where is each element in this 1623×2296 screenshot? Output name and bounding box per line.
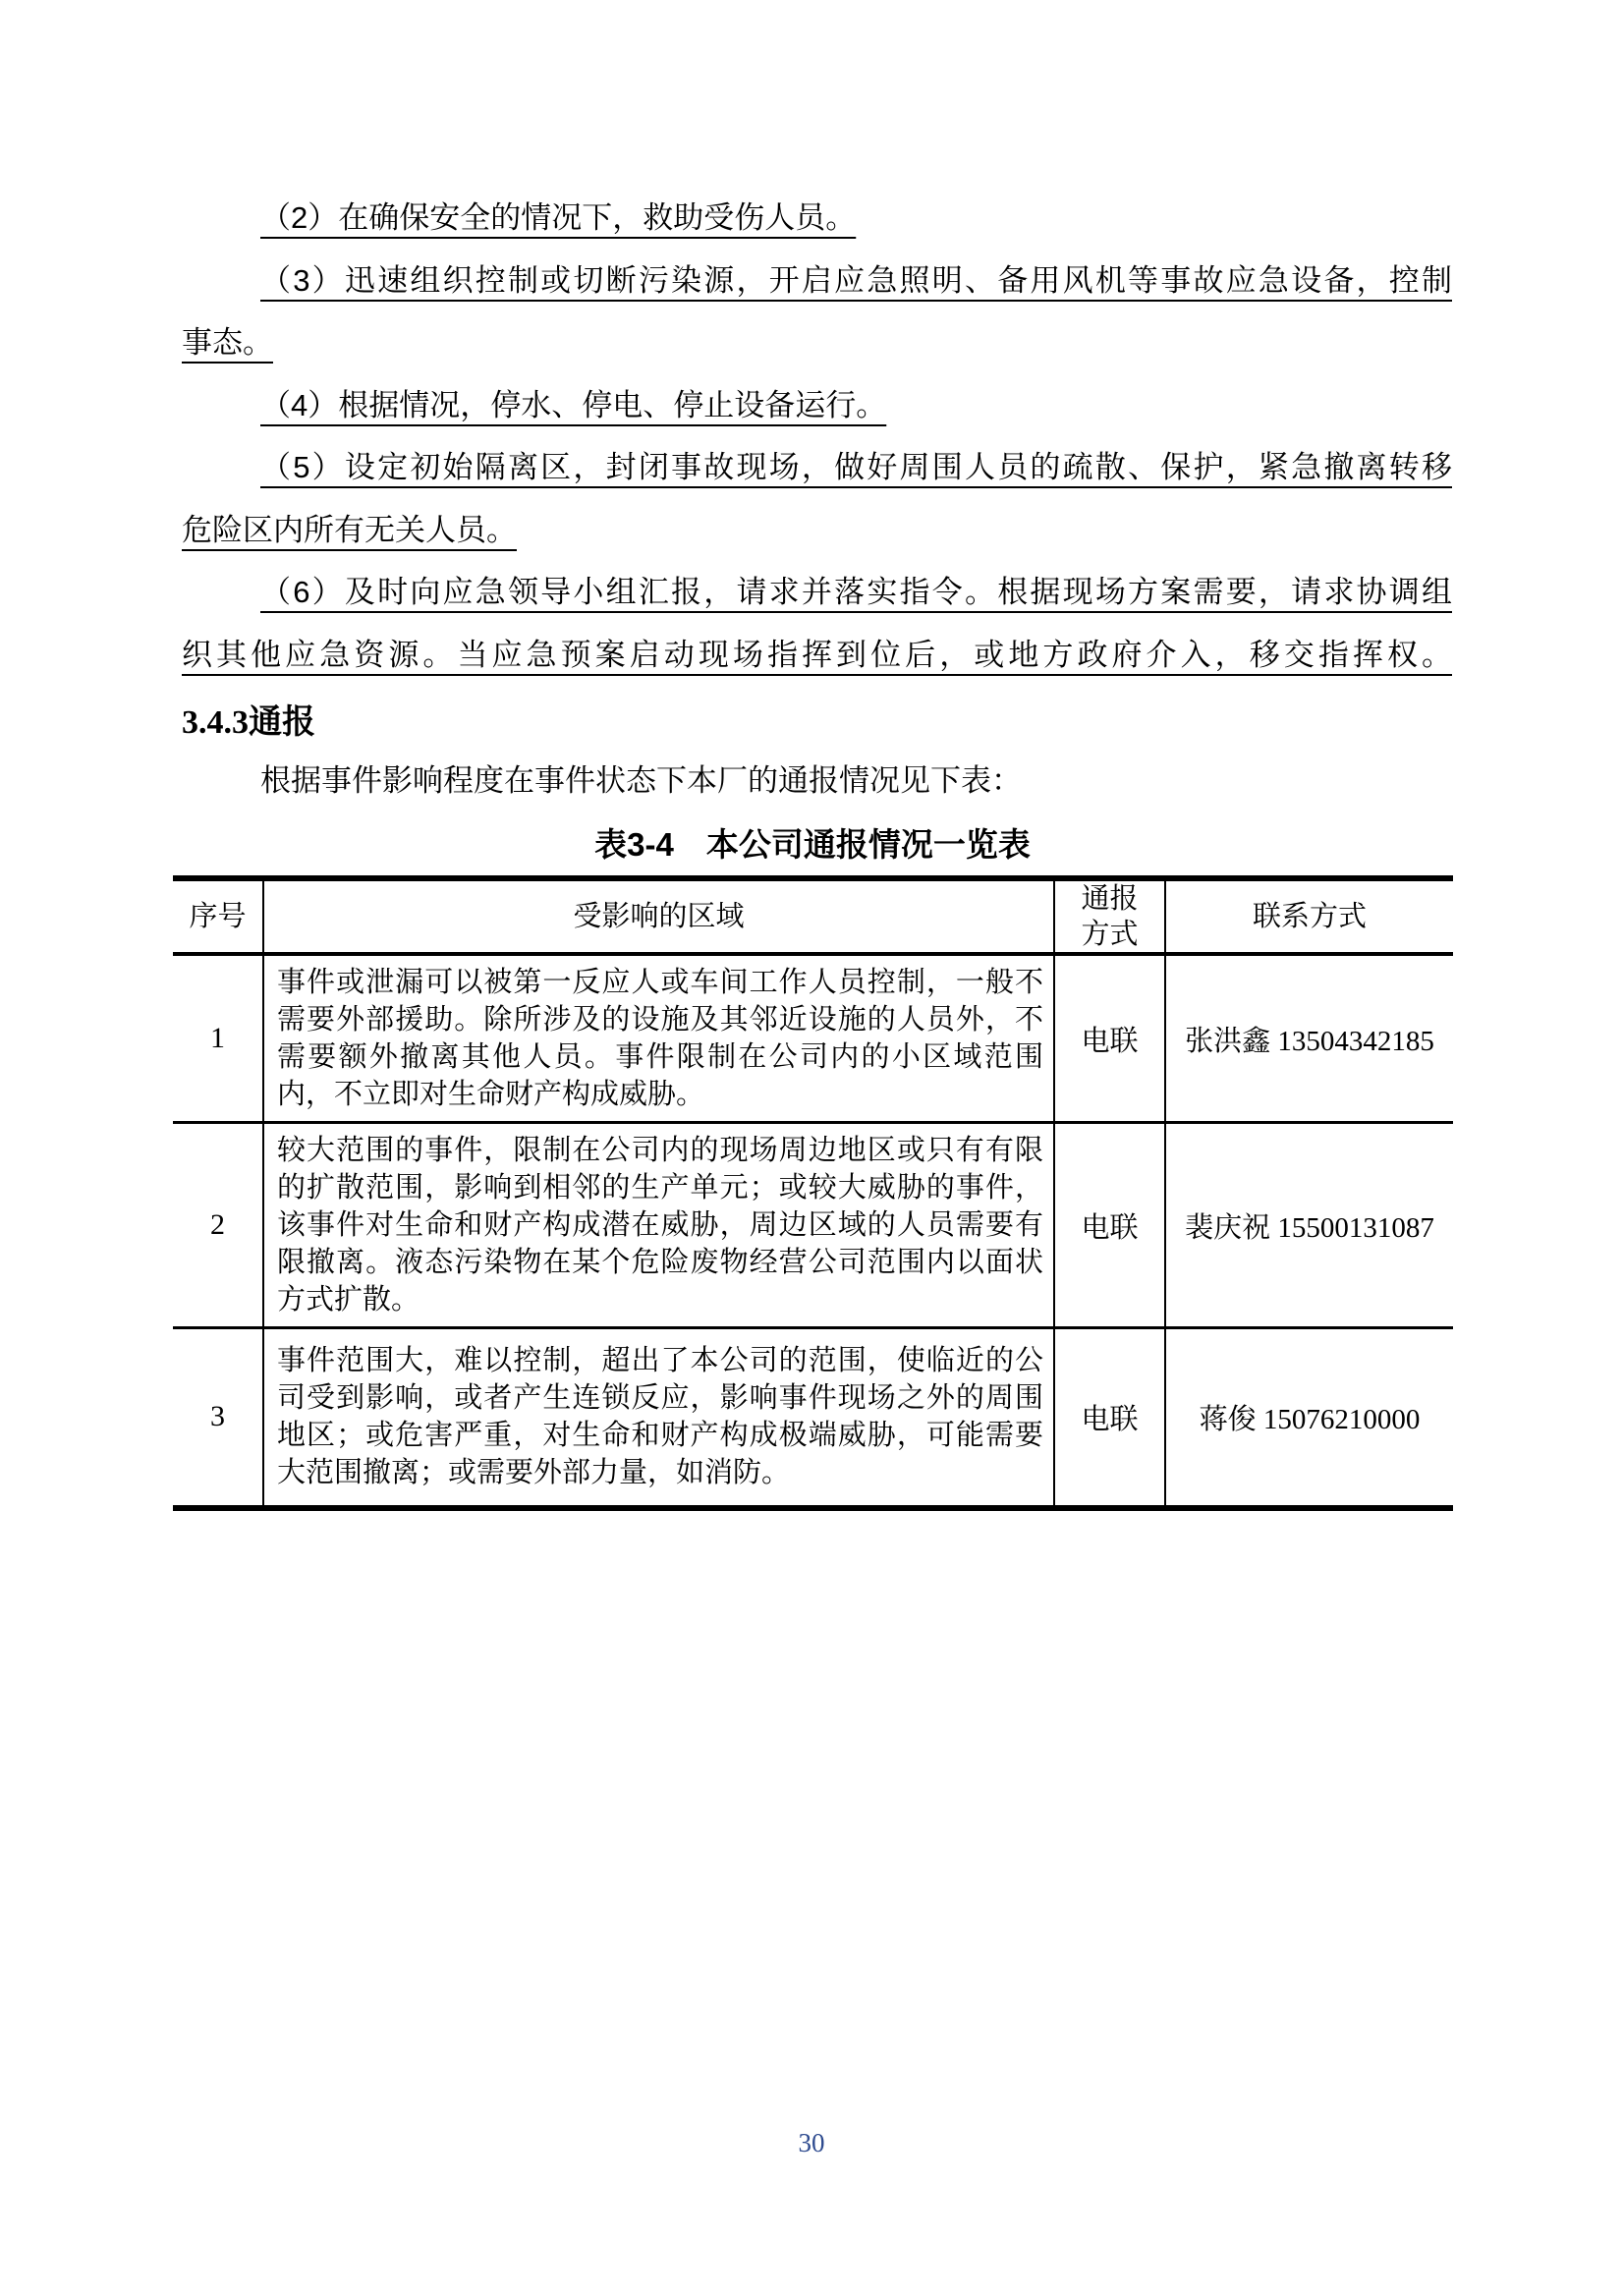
table-row xyxy=(173,1123,1453,1328)
section-heading: 3.4.3通报 xyxy=(182,704,315,741)
page-number: 30 xyxy=(798,2128,825,2157)
paragraph-line xyxy=(182,250,1452,312)
cell-area: 事件或泄漏可以被第一反应人或车间工作人员控制，一般不需要外部援助。除所涉及的设施及其邻近设施的人员外，不需要额外撤离其他人员。事件限制在公司内的小区域范围内，不立即对生命财产构成威胁。 xyxy=(263,954,1054,1123)
cell-area: 事件范围大，难以控制，超出了本公司的范围，使临近的公司受到影响，或者产生连锁反应，影响事件现场之外的周围地区；或危害严重，对生命和财产构成极端威胁，可能需要大范围撤离；或需要外部力量，如消防。 xyxy=(263,1328,1054,1508)
paragraph-block xyxy=(182,187,1452,686)
paragraph-text: （4）根据情况，停水、停电、停止设备运行。 xyxy=(260,387,887,422)
paragraph-text: （5）设定初始隔离区，封闭事故现场，做好周围人员的疏散、保护，紧急撤离转移 xyxy=(260,450,1452,484)
paragraph-text: 危险区内所有无关人员。 xyxy=(182,512,517,547)
paragraph-line xyxy=(182,311,1452,374)
table-title: 表3-4 本公司通报情况一览表 xyxy=(594,826,1031,863)
paragraph-text: 织其他应急资源。当应急预案启动现场指挥到位后，或地方政府介入，移交指挥权。 xyxy=(182,637,1452,672)
header-cell-contact: 联系方式 xyxy=(1165,878,1453,954)
header-cell-index: 序号 xyxy=(173,878,263,954)
paragraph-text: 事态。 xyxy=(182,325,273,360)
header-cell-method: 通报方式 xyxy=(1054,878,1165,954)
cell-area: 较大范围的事件，限制在公司内的现场周边地区或只有有限的扩散范围，影响到相邻的生产单元；或较大威胁的事件，该事件对生命和财产构成潜在威胁，周边区域的人员需要有限撤离。液态污染物在某个危险废物经营公司范围内以面状方式扩散。 xyxy=(263,1123,1054,1328)
table-header-row xyxy=(173,878,1453,954)
table-row xyxy=(173,1328,1453,1508)
cell-index: 3 xyxy=(173,1328,263,1508)
cell-index: 1 xyxy=(173,954,263,1123)
paragraph-line xyxy=(182,374,1452,437)
notification-table xyxy=(173,875,1453,1511)
paragraph-text: （6）及时向应急领导小组汇报，请求并落实指令。根据现场方案需要，请求协调组 xyxy=(260,575,1452,609)
paragraph-text: （3）迅速组织控制或切断污染源，开启应急照明、备用风机等事故应急设备，控制 xyxy=(260,262,1452,298)
section-intro: 根据事件影响程度在事件状态下本厂的通报情况见下表： xyxy=(260,763,1022,798)
paragraph-line xyxy=(182,436,1452,499)
cell-index: 2 xyxy=(173,1123,263,1328)
cell-method: 电联 xyxy=(1054,1328,1165,1508)
cell-method: 电联 xyxy=(1054,954,1165,1123)
cell-contact: 张洪鑫 13504342185 xyxy=(1165,954,1453,1123)
cell-method: 电联 xyxy=(1054,1123,1165,1328)
paragraph-text: （2）在确保安全的情况下，救助受伤人员。 xyxy=(260,200,857,235)
cell-contact: 裴庆祝 15500131087 xyxy=(1165,1123,1453,1328)
paragraph-line xyxy=(182,499,1452,562)
cell-contact: 蒋俊 15076210000 xyxy=(1199,1403,1421,1435)
paragraph-line xyxy=(182,561,1452,624)
header-cell-area: 受影响的区域 xyxy=(263,878,1054,954)
table-row xyxy=(173,954,1453,1123)
paragraph-line xyxy=(182,187,1452,250)
paragraph-line xyxy=(182,624,1452,687)
